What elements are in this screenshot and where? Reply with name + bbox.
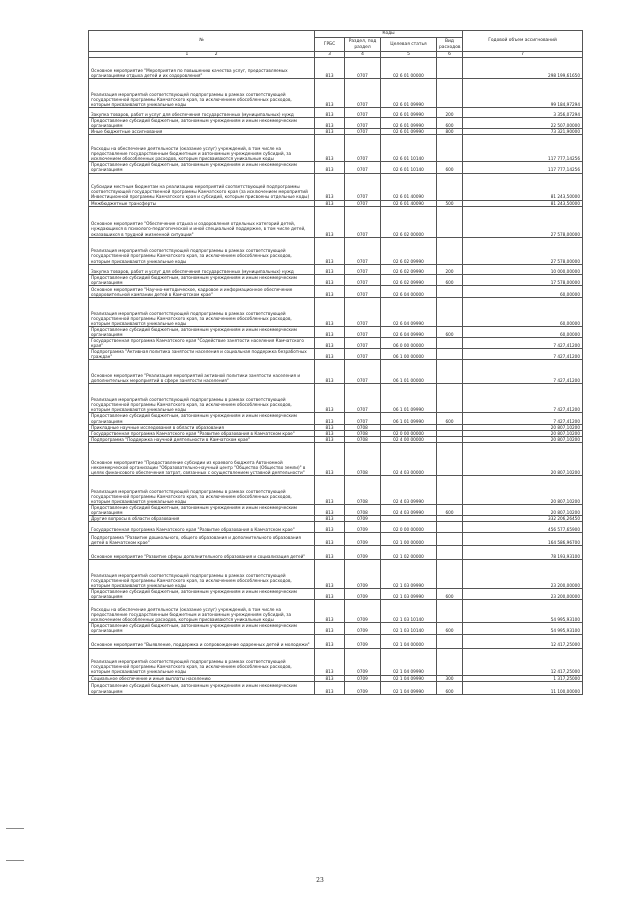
row-amount: 73 321,90000 xyxy=(463,129,583,135)
row-target-article: 02 4 00 00000 xyxy=(381,436,437,442)
row-amount: 22 507,00000 xyxy=(463,118,583,129)
row-expense-type xyxy=(437,79,463,108)
row-name: Предоставление субсидий бюджетным, автономным учреждениям и иным некоммерческим организациям xyxy=(89,681,315,694)
col-index-1: 1 2 xyxy=(89,52,315,58)
row-name: Субсидии местным бюджетам на реализацию мероприятий соответствующей подпрограммы соответствующей государственной программы Камчатского края (за исключением мероприятий Инвестиционной программы Камчатского края и субсидий, которым присвоены отдельные коды) xyxy=(89,173,315,200)
row-target-article: 06 1 01 09990 xyxy=(381,413,437,424)
header-amount: Годовой объем ассигнований xyxy=(463,31,583,52)
row-name: Предоставление субсидий бюджетным, автономным учреждениям и иным некоммерческим организациям xyxy=(89,274,315,285)
row-amount: 117 777,14256 xyxy=(463,135,583,162)
row-amount: 3 356,07294 xyxy=(463,108,583,118)
row-grbs: 813 xyxy=(315,326,345,337)
row-section: 0707 xyxy=(345,413,381,424)
row-grbs: 813 xyxy=(315,442,345,475)
row-expense-type xyxy=(437,634,463,648)
row-name: Реализация мероприятий соответствующей подпрограммы в рамках соответствующей государственной программы Камчатского края, за исключением обособленных расходов, которым присваиваются уникальные коды xyxy=(89,475,315,504)
row-amount: 7 427,41200 xyxy=(463,349,583,360)
table-row xyxy=(89,475,583,504)
row-name: Расходы на обеспечение деятельности (оказание услуг) учреждений, в том числе на предоставление государственным бюджетным и автономным учреждениям субсидий, за исключением обособленных расходов, которым присваиваются уникальные коды xyxy=(89,135,315,162)
row-name: Предоставление субсидий бюджетным, автономным учреждениям и иным некоммерческим организациям xyxy=(89,623,315,634)
row-section: 0707 xyxy=(345,108,381,118)
row-expense-type: 600 xyxy=(437,504,463,515)
row-grbs: 813 xyxy=(315,522,345,533)
header-codes: Коды xyxy=(315,31,463,38)
row-section: 0709 xyxy=(345,681,381,694)
row-grbs: 813 xyxy=(315,264,345,274)
row-expense-type: 600 xyxy=(437,162,463,173)
row-amount: 164 586,96700 xyxy=(463,533,583,546)
row-section: 0709 xyxy=(345,589,381,600)
row-grbs: 813 xyxy=(315,237,345,264)
row-grbs: 813 xyxy=(315,430,345,436)
row-section: 0708 xyxy=(345,430,381,436)
col-index-4: 4 xyxy=(345,52,381,58)
table-row xyxy=(89,108,583,118)
row-target-article: 02 6 01 09990 xyxy=(381,129,437,135)
row-name: Реализация мероприятий соответствующей подпрограммы в рамках соответствующей государственной программы Камчатского края, за исключением обособленных расходов, которым присваиваются уникальные коды xyxy=(89,237,315,264)
row-section: 0707 xyxy=(345,118,381,129)
table-row xyxy=(89,681,583,694)
table-row xyxy=(89,360,583,384)
table-body xyxy=(89,58,583,695)
table-row xyxy=(89,326,583,337)
row-grbs: 813 xyxy=(315,516,345,522)
col-index-3: 3 xyxy=(315,52,345,58)
row-name: Прикладные научные исследования в области образования xyxy=(89,424,315,430)
row-section: 0707 xyxy=(345,274,381,285)
row-target-article: 02 6 04 09990 xyxy=(381,297,437,326)
row-name: Предоставление субсидий бюджетным, автономным учреждениям и иным некоммерческим организациям xyxy=(89,504,315,515)
row-section: 0709 xyxy=(345,600,381,623)
row-amount: 20 807,10200 xyxy=(463,424,583,430)
row-section: 0709 xyxy=(345,675,381,681)
row-section: 0707 xyxy=(345,135,381,162)
row-grbs: 813 xyxy=(315,360,345,384)
row-section: 0708 xyxy=(345,436,381,442)
margin-line xyxy=(6,828,24,829)
row-section: 0707 xyxy=(345,206,381,237)
row-amount: 7 427,41200 xyxy=(463,338,583,349)
row-name: Реализация мероприятий соответствующей подпрограммы в рамках соответствующей государственной программы Камчатского края, за исключением обособленных расходов, которым присваиваются уникальные коды xyxy=(89,384,315,413)
row-name: Основное мероприятие "Предоставление субсидии из краевого бюджета Автономной некоммерческой организации "Образовательно-научный центр "Общество (Общество земли)" в целях финансового обеспечения затрат, связанных с осуществлением уставной деятельности" xyxy=(89,442,315,475)
row-amount: 20 807,10200 xyxy=(463,504,583,515)
header-grbs: ГРБС xyxy=(315,38,345,52)
row-grbs: 813 xyxy=(315,560,345,589)
row-expense-type: 600 xyxy=(437,623,463,634)
row-amount: 117 777,14256 xyxy=(463,162,583,173)
row-expense-type: 600 xyxy=(437,589,463,600)
table-row xyxy=(89,297,583,326)
row-grbs: 813 xyxy=(315,436,345,442)
row-target-article: 02 6 01 09990 xyxy=(381,79,437,108)
row-section: 0707 xyxy=(345,338,381,349)
row-section: 0709 xyxy=(345,623,381,634)
row-grbs: 813 xyxy=(315,173,345,200)
row-grbs: 813 xyxy=(315,108,345,118)
row-name: Расходы на обеспечение деятельности (оказание услуг) учреждений, в том числе на предоставление государственным бюджетным и автономным учреждениям субсидий, за исключением обособленных расходов, которым присваиваются уникальные коды xyxy=(89,600,315,623)
table-row xyxy=(89,206,583,237)
row-expense-type xyxy=(437,600,463,623)
table-row xyxy=(89,589,583,600)
row-target-article: 02 6 02 00000 xyxy=(381,206,437,237)
row-amount: 27 578,00000 xyxy=(463,237,583,264)
table-row xyxy=(89,504,583,515)
row-expense-type xyxy=(437,360,463,384)
row-expense-type: 800 xyxy=(437,129,463,135)
row-target-article: 02 6 04 09990 xyxy=(381,326,437,337)
row-section: 0707 xyxy=(345,297,381,326)
row-expense-type xyxy=(437,58,463,79)
row-amount: 456 577,65900 xyxy=(463,522,583,533)
row-expense-type xyxy=(437,349,463,360)
row-expense-type xyxy=(437,475,463,504)
row-target-article: 02 1 02 00000 xyxy=(381,546,437,560)
row-amount: 20 807,10200 xyxy=(463,430,583,436)
table-row xyxy=(89,162,583,173)
row-target-article: 06 1 00 00000 xyxy=(381,349,437,360)
row-grbs: 813 xyxy=(315,79,345,108)
header-target: Целевая статья xyxy=(381,38,437,52)
row-grbs: 813 xyxy=(315,648,345,675)
row-name: Основное мероприятие "Мероприятия по повышению качества услуг, предоставляемых организациями отдыха детей и их оздоровления" xyxy=(89,58,315,79)
table-row xyxy=(89,338,583,349)
table-row xyxy=(89,648,583,675)
row-name: Основное мероприятие "Развитие сферы дополнительного образования и социализация детей" xyxy=(89,546,315,560)
margin-line xyxy=(6,860,24,861)
row-target-article: 02 0 00 00000 xyxy=(381,430,437,436)
table-row xyxy=(89,173,583,200)
row-name: Подпрограмма "Активная политика занятости населения и социальная поддержка безработных граждан" xyxy=(89,349,315,360)
row-name: Реализация мероприятий соответствующей подпрограммы в рамках соответствующей государственной программы Камчатского края, за исключением обособленных расходов, которым присваиваются уникальные коды xyxy=(89,79,315,108)
row-amount: 78 193,93100 xyxy=(463,546,583,560)
row-expense-type: 200 xyxy=(437,108,463,118)
row-section: 0709 xyxy=(345,560,381,589)
row-grbs: 813 xyxy=(315,413,345,424)
row-target-article: 02 6 02 09990 xyxy=(381,274,437,285)
row-amount: 20 807,10200 xyxy=(463,442,583,475)
row-expense-type: 500 xyxy=(437,200,463,206)
row-target-article: 02 1 04 09990 xyxy=(381,681,437,694)
row-expense-type xyxy=(437,546,463,560)
table-row xyxy=(89,135,583,162)
row-section: 0709 xyxy=(345,546,381,560)
row-grbs: 813 xyxy=(315,384,345,413)
row-expense-type: 200 xyxy=(437,264,463,274)
row-target-article: 06 1 01 00000 xyxy=(381,360,437,384)
row-section: 0707 xyxy=(345,162,381,173)
table-row xyxy=(89,285,583,297)
row-target-article: 02 1 00 00000 xyxy=(381,533,437,546)
row-target-article: 02 1 04 00000 xyxy=(381,634,437,648)
row-name: Иные бюджетные ассигнования xyxy=(89,129,315,135)
row-name: Предоставление субсидий бюджетным, автономным учреждениям и иным некоммерческим организациям xyxy=(89,118,315,129)
table-row xyxy=(89,623,583,634)
row-target-article: 02 6 02 09990 xyxy=(381,237,437,264)
row-section: 0707 xyxy=(345,58,381,79)
row-section: 0707 xyxy=(345,349,381,360)
row-amount: 23 200,00000 xyxy=(463,589,583,600)
row-amount: 7 427,41200 xyxy=(463,360,583,384)
row-grbs: 813 xyxy=(315,504,345,515)
row-section: 0709 xyxy=(345,533,381,546)
table-row xyxy=(89,349,583,360)
row-section: 0707 xyxy=(345,79,381,108)
row-expense-type xyxy=(437,237,463,264)
row-name: Предоставление субсидий бюджетным, автономным учреждениям и иным некоммерческим организациям xyxy=(89,162,315,173)
row-grbs: 813 xyxy=(315,600,345,623)
row-grbs: 813 xyxy=(315,589,345,600)
row-name: Предоставление субсидий бюджетным, автономным учреждениям и иным некоммерческим организациям xyxy=(89,413,315,424)
row-grbs: 813 xyxy=(315,285,345,297)
row-name: Реализация мероприятий соответствующей подпрограммы в рамках соответствующей государственной программы Камчатского края, за исключением обособленных расходов, которым присваиваются уникальные коды xyxy=(89,297,315,326)
row-name: Закупка товаров, работ и услуг для обеспечения государственных (муниципальных) нужд xyxy=(89,264,315,274)
row-name: Основное мероприятие "Реализация мероприятий активной политики занятости населения и дополнительных мероприятий в сфере занятости населения" xyxy=(89,360,315,384)
row-name: Предоставление субсидий бюджетным, автономным учреждениям и иным некоммерческим организациям xyxy=(89,589,315,600)
row-grbs: 813 xyxy=(315,675,345,681)
row-amount: 17 578,00000 xyxy=(463,274,583,285)
table-row xyxy=(89,533,583,546)
row-expense-type xyxy=(437,338,463,349)
row-target-article: 02 6 01 10140 xyxy=(381,162,437,173)
row-target-article: 02 4 03 09990 xyxy=(381,475,437,504)
budget-table xyxy=(88,30,583,695)
row-expense-type: 600 xyxy=(437,274,463,285)
row-expense-type xyxy=(437,206,463,237)
table-row xyxy=(89,264,583,274)
row-grbs: 813 xyxy=(315,349,345,360)
row-amount: 20 807,10200 xyxy=(463,436,583,442)
row-expense-type xyxy=(437,522,463,533)
row-amount: 60,00000 xyxy=(463,285,583,297)
header-exp-type: Вид расходов xyxy=(437,38,463,52)
row-section: 0709 xyxy=(345,522,381,533)
row-name: Закупка товаров, работ и услуг для обеспечения государственных (муниципальных) нужд xyxy=(89,108,315,118)
row-amount: 11 100,00000 xyxy=(463,681,583,694)
row-amount: 332 206,26450 xyxy=(463,516,583,522)
row-amount: 7 427,41200 xyxy=(463,384,583,413)
row-name: Социальное обеспечение и иные выплаты населению xyxy=(89,675,315,681)
row-expense-type: 300 xyxy=(437,675,463,681)
header-number: № xyxy=(89,31,315,52)
row-section: 0708 xyxy=(345,475,381,504)
row-target-article: 02 1 03 10140 xyxy=(381,623,437,634)
row-grbs: 813 xyxy=(315,206,345,237)
table-row xyxy=(89,384,583,413)
row-target-article: 02 6 01 09990 xyxy=(381,108,437,118)
row-expense-type: 600 xyxy=(437,118,463,129)
row-name: Государственная программа Камчатского края "Развитие образования в Камчатском крае" xyxy=(89,522,315,533)
row-name: Реализация мероприятий соответствующей подпрограммы в рамках соответствующей государственной программы Камчатского края, за исключением обособленных расходов, которым присваиваются уникальные коды xyxy=(89,648,315,675)
row-grbs: 813 xyxy=(315,200,345,206)
row-section: 0707 xyxy=(345,384,381,413)
row-amount: 60,00000 xyxy=(463,297,583,326)
row-name: Подпрограмма "Развитие дошкольного, общего образования и дополнительного образования детей в Камчатском крае" xyxy=(89,533,315,546)
row-name: Другие вопросы в области образования xyxy=(89,516,315,522)
row-amount: 54 995,93100 xyxy=(463,623,583,634)
row-amount: 23 200,00000 xyxy=(463,560,583,589)
table-row xyxy=(89,274,583,285)
row-target-article: 02 1 03 10140 xyxy=(381,600,437,623)
row-amount: 1 317,25000 xyxy=(463,675,583,681)
table-header xyxy=(89,31,583,58)
row-target-article: 02 6 02 09990 xyxy=(381,264,437,274)
table-row xyxy=(89,237,583,264)
row-grbs: 813 xyxy=(315,546,345,560)
row-grbs: 813 xyxy=(315,162,345,173)
table-row xyxy=(89,522,583,533)
row-grbs: 813 xyxy=(315,634,345,648)
row-grbs: 813 xyxy=(315,623,345,634)
row-name: Межбюджетные трансферты xyxy=(89,200,315,206)
row-section: 0707 xyxy=(345,326,381,337)
row-grbs: 813 xyxy=(315,297,345,326)
row-name: Государственная программа Камчатского края "Развитие образования в Камчатском крае" xyxy=(89,430,315,436)
row-amount: 7 427,41200 xyxy=(463,413,583,424)
row-section: 0709 xyxy=(345,634,381,648)
row-amount: 81 243,50000 xyxy=(463,200,583,206)
row-section: 0709 xyxy=(345,516,381,522)
row-target-article: 02 6 01 40090 xyxy=(381,173,437,200)
row-grbs: 813 xyxy=(315,274,345,285)
row-grbs: 813 xyxy=(315,681,345,694)
row-section: 0707 xyxy=(345,173,381,200)
row-name: Предоставление субсидий бюджетным, автономным учреждениям и иным некоммерческим организациям xyxy=(89,326,315,337)
row-expense-type xyxy=(437,560,463,589)
row-section: 0708 xyxy=(345,424,381,430)
row-name: Подпрограмма "Поддержка научной деятельности в Камчатском крае" xyxy=(89,436,315,442)
row-name: Основное мероприятие "Выявление, поддержка и сопровождение одаренных детей и молодежи" xyxy=(89,634,315,648)
row-target-article: 02 6 04 00000 xyxy=(381,285,437,297)
row-grbs: 813 xyxy=(315,533,345,546)
row-target-article: 02 4 03 00000 xyxy=(381,442,437,475)
row-amount: 10 000,00000 xyxy=(463,264,583,274)
row-expense-type xyxy=(437,173,463,200)
table-row xyxy=(89,560,583,589)
row-section: 0707 xyxy=(345,237,381,264)
row-amount: 12 417,25000 xyxy=(463,648,583,675)
row-name: Основное мероприятие "Обеспечение отдыха и оздоровления отдельных категорий детей, нуждающихся в психолого-педагогической и иной специальной поддержке, в том числе детей, оказавшихся в трудной жизненной ситуации" xyxy=(89,206,315,237)
row-expense-type xyxy=(437,533,463,546)
row-target-article: 02 6 01 09990 xyxy=(381,118,437,129)
row-expense-type xyxy=(437,442,463,475)
row-section: 0707 xyxy=(345,285,381,297)
row-section: 0708 xyxy=(345,442,381,475)
row-expense-type: 600 xyxy=(437,413,463,424)
row-grbs: 813 xyxy=(315,129,345,135)
row-section: 0707 xyxy=(345,129,381,135)
row-amount: 298 199,61650 xyxy=(463,58,583,79)
row-target-article: 02 1 03 09990 xyxy=(381,589,437,600)
row-amount: 54 995,93100 xyxy=(463,600,583,623)
row-target-article: 06 0 00 00000 xyxy=(381,338,437,349)
row-name: Реализация мероприятий соответствующей подпрограммы в рамках соответствующей государственной программы Камчатского края, за исключением обособленных расходов, которым присваиваются уникальные коды xyxy=(89,560,315,589)
row-amount: 27 578,00000 xyxy=(463,206,583,237)
header-section: Раздел, под раздел xyxy=(345,38,381,52)
row-section: 0708 xyxy=(345,504,381,515)
col-index-6: 6 xyxy=(437,52,463,58)
row-grbs: 813 xyxy=(315,58,345,79)
row-section: 0707 xyxy=(345,200,381,206)
row-amount: 60,00000 xyxy=(463,326,583,337)
row-target-article: 02 1 03 09990 xyxy=(381,560,437,589)
page-number: 23 xyxy=(316,877,324,884)
row-section: 0707 xyxy=(345,360,381,384)
row-amount: 81 243,50000 xyxy=(463,173,583,200)
row-expense-type xyxy=(437,285,463,297)
row-amount: 12 417,25000 xyxy=(463,634,583,648)
row-grbs: 813 xyxy=(315,338,345,349)
row-expense-type xyxy=(437,297,463,326)
row-target-article: 02 0 00 00000 xyxy=(381,522,437,533)
row-expense-type xyxy=(437,648,463,675)
row-grbs: 813 xyxy=(315,424,345,430)
row-expense-type: 600 xyxy=(437,326,463,337)
row-section: 0709 xyxy=(345,648,381,675)
table-row xyxy=(89,634,583,648)
row-expense-type xyxy=(437,384,463,413)
table-row xyxy=(89,58,583,79)
row-grbs: 813 xyxy=(315,118,345,129)
col-index-7: 7 xyxy=(463,52,583,58)
row-grbs: 813 xyxy=(315,475,345,504)
table-row xyxy=(89,442,583,475)
row-target-article: 02 1 04 09990 xyxy=(381,648,437,675)
row-target-article: 02 1 04 09990 xyxy=(381,675,437,681)
row-amount: 20 807,10200 xyxy=(463,475,583,504)
row-name: Основное мероприятие "Научно-методическое, кадровое и информационное обеспечение оздоровительной кампании детей в Камчатском крае" xyxy=(89,285,315,297)
row-target-article: 02 4 03 09990 xyxy=(381,504,437,515)
row-target-article: 06 1 01 09990 xyxy=(381,384,437,413)
row-expense-type xyxy=(437,135,463,162)
table-row xyxy=(89,118,583,129)
row-amount: 99 184,97294 xyxy=(463,79,583,108)
row-name: Государственная программа Камчатского края "Содействие занятости населения Камчатского края" xyxy=(89,338,315,349)
table-row xyxy=(89,413,583,424)
row-target-article: 02 6 01 40090 xyxy=(381,200,437,206)
row-section: 0707 xyxy=(345,264,381,274)
col-index-5: 5 xyxy=(381,52,437,58)
row-expense-type: 600 xyxy=(437,681,463,694)
row-target-article: 02 6 01 10140 xyxy=(381,135,437,162)
table-row xyxy=(89,79,583,108)
table-row xyxy=(89,546,583,560)
row-grbs: 813 xyxy=(315,135,345,162)
table-row xyxy=(89,600,583,623)
row-target-article: 02 6 01 00000 xyxy=(381,58,437,79)
